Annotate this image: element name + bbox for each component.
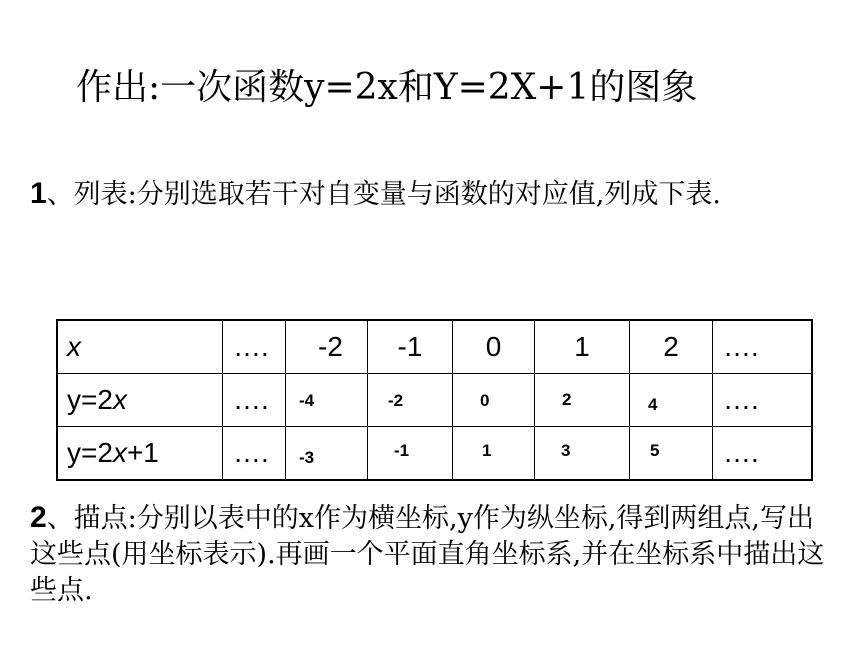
- table-cell: -2: [368, 374, 453, 427]
- table-cell: 1: [453, 427, 535, 481]
- table-cell: -4: [286, 374, 368, 427]
- table-cell: -3: [286, 427, 368, 481]
- page-title: 作出:一次函数y=2x和Y=2X+1的图象: [76, 67, 698, 108]
- table-row-x: [57, 320, 812, 374]
- step-2-number: 2: [30, 501, 47, 534]
- table-cell: 2: [630, 320, 713, 374]
- table-cell: 0: [453, 320, 535, 374]
- step-2-paragraph: [30, 500, 830, 609]
- row-label-y2x1: y=2x+1: [57, 427, 223, 481]
- table-cell: -1: [368, 320, 453, 374]
- table-cell: 0: [453, 374, 535, 427]
- table-cell: 3: [535, 427, 630, 481]
- table-row-y2x: [57, 374, 812, 427]
- table-cell: 2: [535, 374, 630, 427]
- row-label-x: x: [57, 320, 223, 374]
- table-cell: -2: [286, 320, 368, 374]
- table-cell: -1: [368, 427, 453, 481]
- table-cell: ….: [223, 427, 286, 481]
- table-cell: 5: [630, 427, 713, 481]
- table-cell: ….: [223, 374, 286, 427]
- step-1-number: 1: [30, 177, 47, 210]
- table-cell: ….: [713, 374, 813, 427]
- step-2-text: 、描点:分别以表中的x作为横坐标,y作为纵坐标,得到两组点,写出这些点(用坐标表示).再画一个平面直角坐标系,并在坐标系中描出这些点.: [30, 503, 825, 606]
- table-cell: 4: [630, 374, 713, 427]
- table-row-y2x1: [57, 427, 812, 481]
- table-cell: ….: [223, 320, 286, 374]
- step-1-text: 、列表:分别选取若干对自变量与函数的对应值,列成下表.: [46, 179, 721, 210]
- step-1-paragraph: [30, 176, 830, 213]
- row-label-y2x: y=2x: [57, 374, 223, 427]
- value-table: [56, 319, 813, 481]
- table-cell: ….: [713, 320, 813, 374]
- table-cell: 1: [535, 320, 630, 374]
- table-cell: ….: [713, 427, 813, 481]
